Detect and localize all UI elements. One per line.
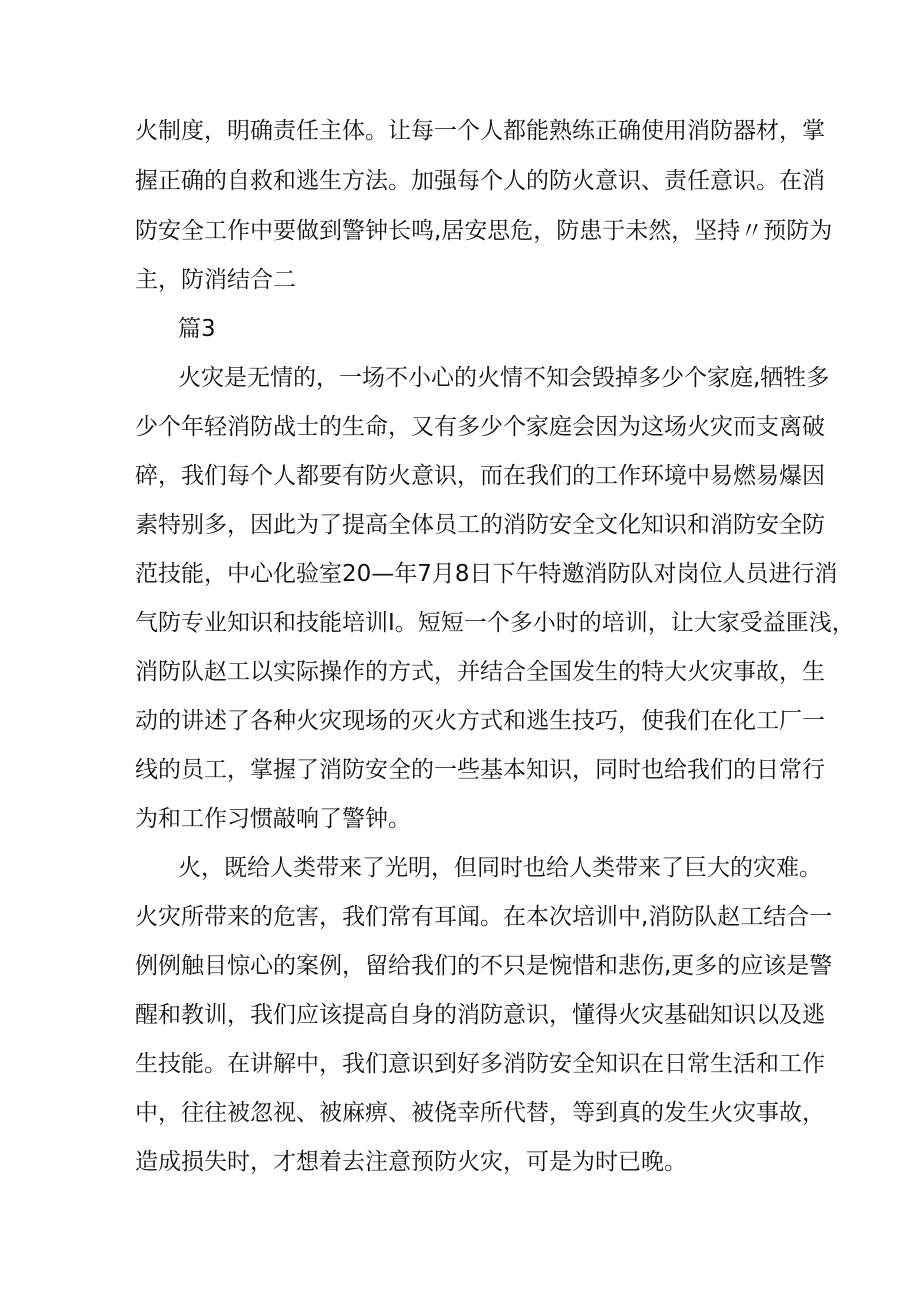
text-line: 素特别多，因此为了提高全体员工的消防安全文化知识和消防安全防 (135, 512, 825, 538)
text-line: 火制度，明确责任主体。让每一个人都能熟练正确使用消防器材，掌 (135, 118, 825, 144)
text-line: 醒和教训，我们应该提高自身的消防意识，懂得火灾基础知识以及逃 (135, 1002, 825, 1028)
text-line: 火灾是无情的，一场不小心的火情不知会毁掉多少个家庭,牺牲多 (178, 365, 830, 391)
text-line: 线的员工，掌握了消防安全的一些基本知识，同时也给我们的日常行 (135, 757, 825, 783)
section-heading: 篇3 (178, 316, 216, 342)
text-line: 握正确的自救和逃生方法。加强每个人的防火意识、责任意识。在消 (135, 168, 825, 194)
text-line: 火，既给人类带来了光明，但同时也给人类带来了巨大的灾难。 (178, 855, 822, 881)
text-line: 碎，我们每个人都要有防火意识，而在我们的工作环境中易燃易爆因 (135, 463, 825, 489)
text-line: 造成损失时，才想着去注意预防火灾，可是为时已晚。 (135, 1149, 687, 1175)
text-line: 范技能，中心化验室20—年7月8日下午特邀消防队对岗位人员进行消 (135, 561, 838, 587)
text-line: 中，往往被忽视、被麻痹、被侥幸所代替，等到真的发生火灾事故， (135, 1100, 825, 1126)
text-line: 火灾所带来的危害，我们常有耳闻。在本次培训中,消防队赵工结合一 (135, 904, 833, 930)
text-line: 生技能。在讲解中，我们意识到好多消防安全知识在日常生活和工作 (135, 1051, 825, 1077)
text-line: 为和工作习惯敲响了警钟。 (135, 806, 411, 832)
text-line: 动的讲述了各种火灾现场的灭火方式和逃生技巧，使我们在化工厂一 (135, 708, 825, 734)
text-line: 防安全工作中要做到警钟长鸣,居安思危，防患于未然，坚持〃预防为 (135, 218, 833, 244)
text-line: 少个年轻消防战士的生命，又有多少个家庭会因为这场火灾而支离破 (135, 414, 825, 440)
text-line: 例例触目惊心的案例，留给我们的不只是惋惜和悲伤,更多的应该是警 (135, 953, 833, 979)
text-line: 主，防消结合二 (135, 267, 296, 293)
text-line: 消防队赵工以实际操作的方式，并结合全国发生的特大火灾事故，生 (135, 659, 825, 685)
text-line: 气防专业知识和技能培训I。短短一个多小时的培训，让大家受益匪浅， (135, 610, 855, 636)
